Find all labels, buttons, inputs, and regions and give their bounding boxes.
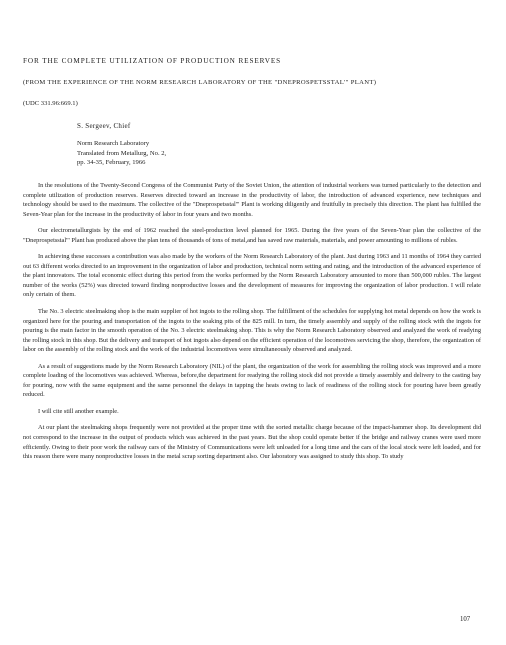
affiliation-block	[77, 139, 166, 168]
article-title: FOR THE COMPLETE UTILIZATION OF PRODUCTION RESERVES	[23, 57, 282, 65]
body-paragraph: I will cite still another example.	[38, 407, 119, 415]
body-paragraph: Our electrometallurgists by the end of 1962 reached the steel-production level planned for 1965. During the five years of the Seven-Year plan the collective of the "Dneprospetsstal'" Plant has produced above the plan tens of thousands of tons of metal,and has saved raw materials, materials, and power amounting to millions of rubles.	[23, 227, 481, 244]
author-line: S. Sergeev, Chief	[77, 122, 131, 130]
body-paragraph: The No. 3 electric steelmaking shop is the main supplier of hot ingots to the rolling shop. The fulfillment of the schedules for supplying hot metal depends on how the work is organized here for the pouring and transportation of the ingots to the soaking pits of the 825 mill. In turn, the timely assembly and supply of the rolling stock with the ingots for pouring is the main factor in the smooth operation of the No. 3 electric steelmaking shop. This is why the Norm Research Laboratory observed and analyzed the work of readying the rolling stock in this shop. But the delivery and transport of hot ingots also depend on the efficient operation of the locomotives servicing the shop, therefore, the organization of labor on the assembly of the rolling stock and the work of the industrial locomotives were simultaneously observed and analyzed.	[23, 308, 481, 354]
translation-source-line: Translated from Metallurg, No. 2,	[77, 149, 167, 157]
body-paragraph: In the resolutions of the Twenty-Second Congress of the Communist Party of the Soviet Union, the attention of industrial workers was turned particularly to the detection and complete utilization of production reserves. Reserves directed toward an increase in the productivity of labor, the introduction of advanced experience, new techniques and technology should be used to the maximum. The collective of the "Dneprospetsstal'" Plant is working diligently and fruitfully in precisely this direction. The plant has fulfilled the Seven-Year plan for the increase in the productivity of labor in four years and two months.	[23, 182, 481, 218]
affiliation-line: Norm Research Laboratory	[77, 140, 150, 147]
udc-code: (UDC 331.96:669.1)	[23, 100, 78, 107]
pages-date-line: pp. 34-35, February, 1966	[77, 159, 146, 167]
body-paragraph: In achieving these successes a contribution was also made by the workers of the Norm Research Laboratory of the plant. Just during 1963 and 11 months of 1964 they carried out 63 different works directed to an improvement in the organization of labor and production, technical norm setting and rating, and the introduction of the advanced experience of the plant innovators. The total economic effect during this period from the works performed by the Norm Research Laboratory amounted to more than 500,000 rubles. The largest number of the works (52%) was directed toward finding nonproductive losses and the development of measures for improving the organization of labor production. I will relate only certain of them.	[23, 253, 481, 299]
body-paragraph: As a result of suggestions made by the Norm Research Laboratory (NIL) of the plant, the organization of the work for assembling the rolling stock was improved and a more complete loading of the locomotives was achieved. Whereas, before,the department for readying the rolling stock did not provide a timely assembly and delivery to the casting bay for pouring, now with the same equipment and the same personnel the delays in tapping the heats owing to lack of readiness of the rolling stock for pouring have been greatly reduced.	[23, 362, 481, 399]
body-paragraph: At our plant the steelmaking shops frequently were not provided at the proper time with the sorted metallic charge because of the impact-hammer shop. Its development did not correspond to the increase in the output of products which was achieved in the past years. But the shop could operate better if the bridge and railway cranes were used more efficiently. Owing to their poor work the railway cars of the Ministry of Communications were left unloaded for a long time and the cars of the local stock were left loaded, and for this reason there were many nonproductive losses in the metal scrap sorting department also. Our laboratory was assigned to study this shop. To study	[23, 424, 481, 461]
page-number: 107	[460, 616, 471, 623]
article-body	[23, 181, 481, 469]
article-subtitle: (FROM THE EXPERIENCE OF THE NORM RESEARCH LABORATORY OF THE "DNEPROSPETSSTAL'" PLANT)	[23, 79, 377, 86]
